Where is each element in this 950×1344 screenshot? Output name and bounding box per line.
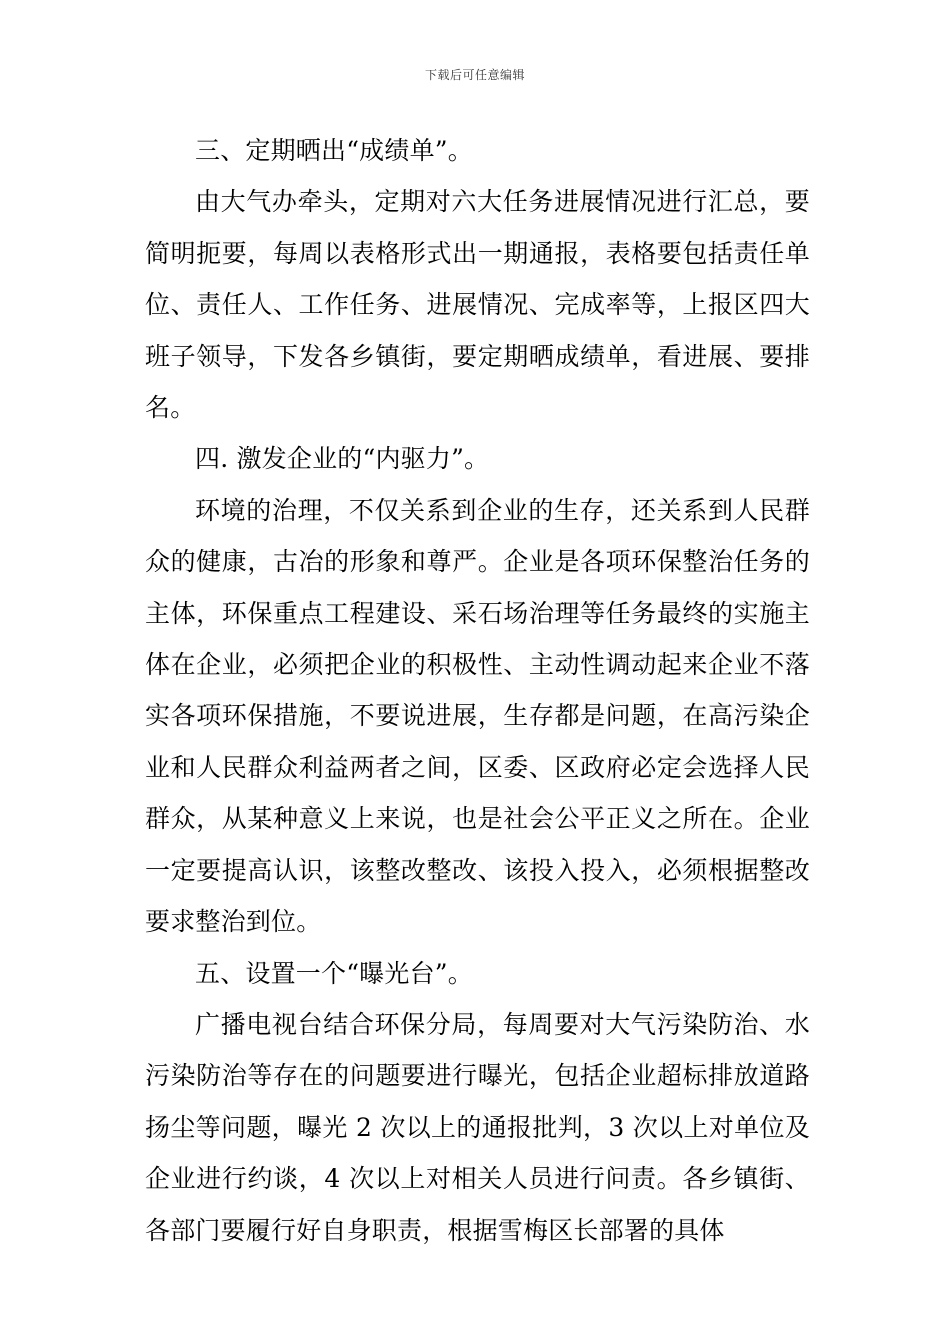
page-header-note: 下载后可任意编辑 xyxy=(424,68,525,82)
paragraph-section-3: 由大气办牵头，定期对六大任务进展情况进行汇总，要简明扼要，每周以表格形式出一期通报，表格要包括责任单位、责任人、工作任务、进展情况、完成率等，上报区四大班子领导，下发各乡镇街，要定期晒成绩单，看进展、要排名。 xyxy=(145,187,810,423)
paragraph-section-5: 广播电视台结合环保分局，每周要对大气污染防治、水污染防治等存在的问题要进行曝光，包括企业超标排放道路扬尘等问题，曝光 2 次以上的通报批判，3 次以上对单位及企业进行约谈，4 次以上对相关人员进行问责。各乡镇街、各部门要履行好自身职责，根据雪梅区长部署的具体 xyxy=(145,1009,810,1245)
section-heading-4: 四. 激发企业的“内驱力”。 xyxy=(195,444,490,474)
section-heading-5: 五、设置一个“曝光台”。 xyxy=(195,958,473,988)
section-heading-3: 三、定期晒出“成绩单”。 xyxy=(195,136,473,165)
paragraph-section-4: 环境的治理，不仅关系到企业的生存，还关系到人民群众的健康，古冶的形象和尊严。企业是各项环保整治任务的主体，环保重点工程建设、采石场治理等任务最终的实施主体在企业，必须把企业的积极性、主动性调动起来企业不落实各项环保措施，不要说进展，生存都是问题，在高污染企业和人民群众利益两者之间，区委、区政府必定会选择人民群众，从某种意义上来说，也是社会公平正义之所在。企业一定要提高认识，该整改整改、该投入投入，必须根据整改要求整治到位。 xyxy=(145,495,810,937)
document-body xyxy=(145,125,810,1256)
